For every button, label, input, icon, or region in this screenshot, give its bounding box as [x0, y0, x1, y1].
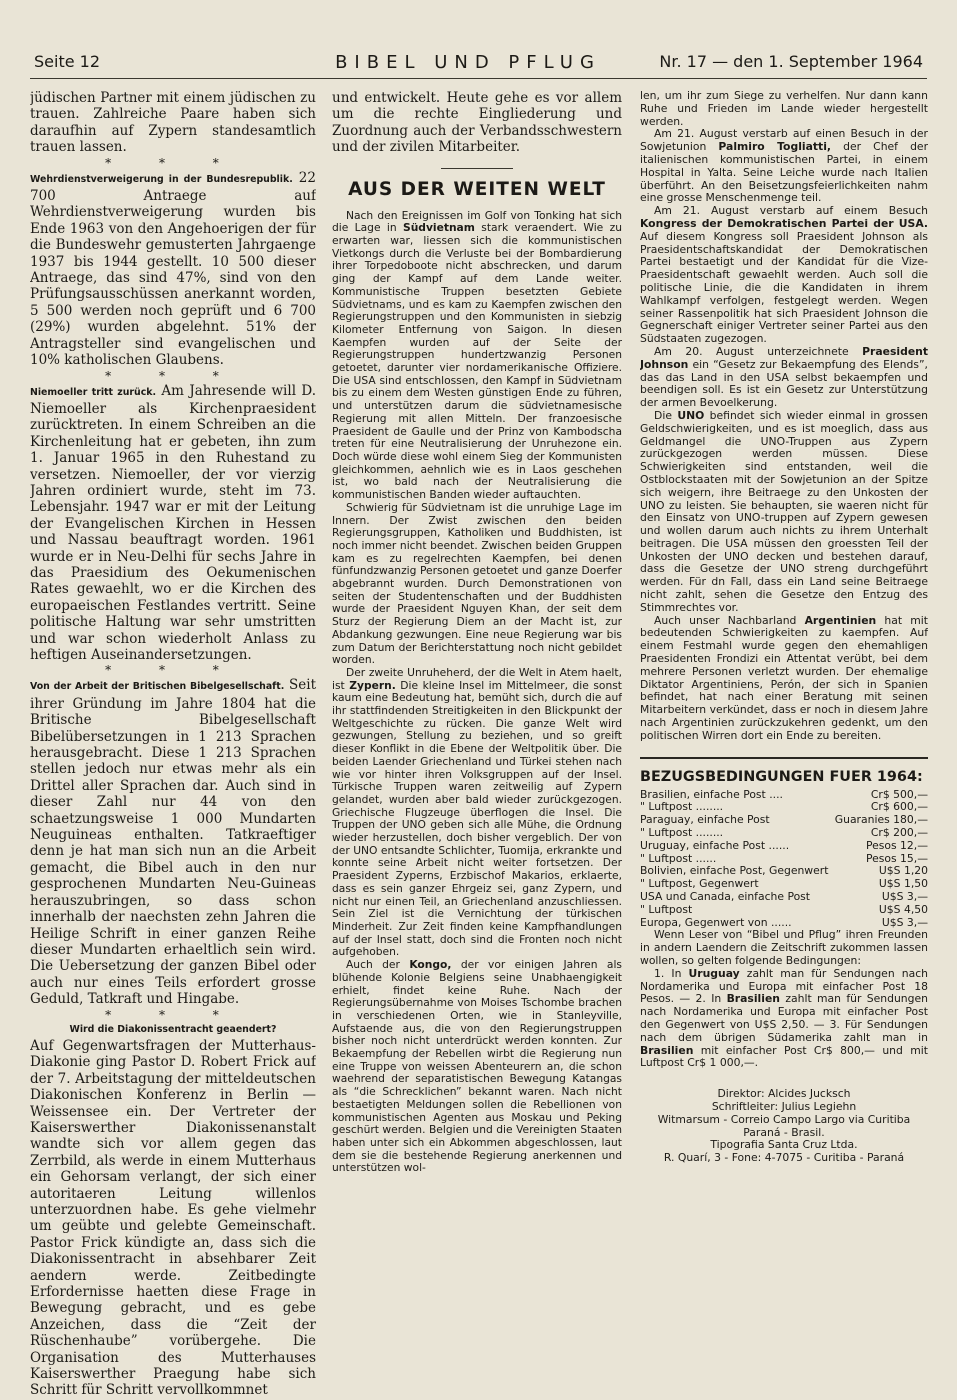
page-number: Seite 12	[34, 52, 101, 71]
article-heading: Niemoeller tritt zurück.	[30, 386, 157, 398]
price-value: U$S 3,—	[881, 890, 928, 904]
text: mit einfacher Post Cr$ 800,— und mit Luftpost Cr$ 1 000,—.	[640, 1043, 928, 1070]
price-value: Cr$ 200,—	[870, 826, 928, 840]
masthead-title: BIBEL UND PFLUG	[335, 52, 601, 73]
imprint-line: Direktor: Alcides Jucksch	[717, 1087, 851, 1101]
paragraph-togliatti	[640, 128, 928, 205]
paragraph-kongress	[640, 205, 928, 346]
article-wehrdienst	[30, 170, 316, 369]
imprint-line: Tipografia Santa Cruz Ltda.	[710, 1138, 858, 1152]
price-value: Pesos 12,—	[865, 838, 928, 852]
section-title: AUS DER WEITEN WELT	[348, 178, 606, 200]
keyword: UNO	[677, 408, 705, 422]
article-heading: Wird die Diakonissentracht geaendert?	[69, 1023, 277, 1035]
keyword: Südvietnam	[403, 221, 475, 235]
section-divider: * * *	[105, 663, 241, 678]
price-value: U$S 3,—	[881, 915, 928, 929]
subscription-title: BEZUGSBEDINGUNGEN FUER 1964:	[640, 768, 923, 785]
price-label: " Luftpost, Gegenwert	[640, 877, 759, 891]
article-body: 22 700 Antraege auf Wehrdienstverweigerung wurden bis Ende 1963 von den Angehoerigen der für die Bundeswehr gemusterten Jahrgaenge 1937 bis 1944 gestellt. 10 500 dieser Antraege, das sind 47%, sind von den Prüfungsausschüssen anerkannt worden, 5 500 werden noch geprüft und 6 700 (29%) wurden abgelehnt. 51% der Antragsteller sind evangelischen und 10% katholischen Glaubens.	[30, 169, 316, 369]
price-value: U$S 1,50	[878, 877, 928, 891]
subscription-rule	[640, 757, 928, 759]
text: Die	[654, 408, 678, 422]
keyword: Brasilien	[640, 1043, 694, 1057]
paragraph-argentinien	[640, 615, 928, 743]
text: der Chef der italienischen kommunistischen Partei, in einem Hospital in Yalta. Seine Leiche wurde nach Italien überführt. An den Beisetzungsfeierlichkeiten nahm eine grosse Menschenmenge teil.	[640, 140, 928, 205]
paragraph: len, um ihr zum Siege zu verhelfen. Nur dann kann Ruhe und Frieden im Lande wieder hergestellt werden.	[640, 90, 928, 128]
keyword: Brasilien	[726, 992, 780, 1006]
text: Auch der	[346, 958, 410, 972]
keyword: Uruguay	[688, 966, 740, 980]
section-divider: * * *	[105, 1007, 241, 1022]
header-rule	[30, 78, 927, 79]
subscription-conditions	[640, 968, 928, 1070]
price-label: " Luftpost ......	[640, 851, 717, 865]
keyword: Argentinien	[804, 613, 877, 627]
text: befindet sich wieder einmal in grossen Geldschwierigkeiten, und es ist moeglich, dass aus Geldmangel die UNO-Truppen aus Zypern zurückgezogen werden müssen. Diese Schwierigkeiten sind entstanden, weil die Ostblockstaaten mit der Sowjetunion an der Spitze sich weigern, ihre Beitraege zu den Unkosten der UNO zu leisten. Sie behaupten, sie waeren nicht für den Einsatz von UNO-truppen auf Zypern gewesen und wollen darum auch nichts zu ihrem Unterhalt beitragen. Die USA müssen den groessten Teil der Unkosten der UNO decken und bestehen darauf, dass die Gesetze der UNO streng durchgeführt werden. Für dn Fall, dass ein Land seine Beitraege nicht zahlt, sehen die Gesetze den Entzug des Stimmrechtes vor.	[640, 408, 928, 614]
text: hat mit bedeutenden Schwierigkeiten zu kaempfen. Auf einem Festmahl wurde gegen den ehemahligen Praesidenten Frondizi ein Attentat verübt, bei dem mehrere Personen verletzt wurden. Der ehemalige Diktator Argentiniens, Perón, der sich in Spanien befindet, hat nach einer Beratung mit seinen Mitarbeitern verkündet, dass er noch in diesem Jahre nach Argentinien zurückzukehren gedenkt, um den politischen Wirren dort ein Ende zu bereiten.	[640, 613, 928, 742]
price-label: Uruguay, einfache Post ......	[640, 838, 790, 852]
price-value: Guaranies 180,—	[834, 813, 928, 827]
imprint-line: Witmarsum - Correio Campo Largo via Curitiba	[657, 1112, 911, 1126]
price-label: " Luftpost ........	[640, 826, 724, 840]
text: Am 21. August verstarb auf einem Besuch	[654, 204, 928, 218]
text: Nach den Ereignissen im Golf von Tonking hat sich die Lage in	[332, 208, 622, 235]
article-body: Seit ihrer Gründung im Jahre 1804 hat die Britische Bibelgesellschaft Bibelübersetzungen in 1 213 Sprachen herausgebracht. Diese 1 213 Sprachen stellen jedoch nur etwas mehr als ein Drittel aller Sprachen dar. Auch sind in dieser Zahl nur 44 von den schaetzungsweise 1 000 Mundarten Neuguineas enthalten. Tatkraeftiger denn je hat man sich nun an die Arbeit gemacht, die Bibel auch in den nur gesprochenen Mundarten Neu-Guineas herauszubringen, so dass schon innerhalb der naechsten zehn Jahren die Heilige Schrift in einer ganzen Reihe dieser Mundarten erhaeltlich sein wird. Die Uebersetzung der ganzen Bibel oder auch nur eines Teils erfordert grosse Geduld, Tatkraft und Hingabe.	[30, 677, 316, 1008]
article-bibelgesellschaft	[30, 677, 316, 1007]
subscription-note: Wenn Leser von “Bibel und Pflug” ihren Freunden in andern Laendern die Zeitschrift zukommen lassen wollen, so gelten folgende Bedingungen:	[640, 928, 928, 967]
paragraph-kongo	[332, 959, 622, 1175]
keyword: Kongo,	[409, 958, 452, 972]
imprint-line: Paraná - Brasil.	[743, 1125, 825, 1139]
text: der vor einigen Jahren als blühende Kolonie Belgiens seine Unabhaengigkeit erhielt, findet keine Ruhe. Nach der Regierungsübernahme von Moises Tschombe brachen in verschiedenen Orten, wie in Stanleyville, Aufstaende aus, die von den Regierungstruppen bisher noch nicht unterdrückt werden konnten. Zur Bekaempfung der Rebellen wirbt die Regierung nun eine Truppe von weissen Abenteurern an, die schon waehrend der separatistischen Bewegung Katangas als “die Schrecklichen” bekannt waren. Nach nicht bestaetigten Meldungen sollen die Rebellionen von kommunistischen Agenten aus Moskau und Peking geschürt werden. Belgien und die Vereinigten Staaten haben unter sich ein Abkommen abgeschlossen, laut dem sie die bestehende Regierung anerkennen und unterstützen wol-	[332, 958, 622, 1175]
section-divider: * * *	[105, 155, 241, 170]
imprint-line: R. Quarí, 3 - Fone: 4-7075 - Curitiba - Paraná	[663, 1151, 905, 1165]
price-label: Paraguay, einfache Post	[640, 813, 770, 827]
price-value: Cr$ 600,—	[870, 800, 928, 814]
price-label: USA und Canada, einfache Post	[640, 890, 811, 904]
imprint	[640, 1088, 928, 1165]
text: Auch unser Nachbarland	[654, 613, 805, 627]
section-divider: * * *	[105, 368, 241, 383]
price-row	[640, 904, 928, 917]
paragraph: Schwierig für Südvietnam ist die unruhige Lage im Innern. Der Zwist zwischen den beiden Regierungsgruppen, Katholiken und Buddhisten, ist noch immer nicht beendet. Zwischen beiden Gruppen kam es zu regelrechten Kaempfen, bei denen fünfundzwanzig Personen getoetet und ganze Doerfer abgebrannt wurden. Durch Demonstrationen von seiten der Studentenschaften und der Buddhisten wurde der Praesident Nguyen Khan, der seit dem Sturz der Regierung Diem an der Macht ist, zur Abdankung gezwungen. Eine neue Regierung war bis zum Datum der Berichterstattung noch nicht gebildet worden.	[332, 500, 622, 667]
price-value: Cr$ 500,—	[870, 787, 928, 801]
price-value: Pesos 15,—	[865, 851, 928, 865]
price-label: Brasilien, einfache Post ....	[640, 787, 783, 801]
article-heading: Wehrdienstverweigerung in der Bundesrepublik.	[30, 173, 293, 185]
text: ein “Gesetz zur Bekaempfung des Elends”, das das Land in den USA selbst bekaempfen und beendigen soll. Es ist ein Gesetz zur Unterstützung der armen Bevoelkerung.	[640, 357, 928, 410]
price-list	[640, 789, 928, 930]
keyword: Palmiro Togliatti,	[718, 140, 832, 154]
divider	[441, 168, 513, 169]
text: Die kleine Insel im Mittelmeer, die sonst kaum eine Bedeutung hat, bemüht sich, durch die auf ihr stattfindenden Streitigkeiten in den Blickpunkt der Weltgeschichte zu rücken. Die ganze Welt wird gezwungen, Stellung zu beziehen, und so greift dieser Konflikt in die Ebene der Weltpolitik über. Die beiden Laender Griechenland und Türkei stehen nach wie vor hinter ihren Volksgruppen auf der Insel. Türkische Truppen waren zeitweilig auf Zypern gelandet, wurden aber bald wieder zurückgezogen. Griechische Flugzeuge überflogen die Insel. Die Truppen der UNO geben sich alle Mühe, die Ordnung wieder herzustellen, doch bisher vergeblich. Der von der UNO entsandte Schlichter, Tuomija, erkrankte und konnte seine Arbeit nicht weiter fortsetzen. Der Praesident Zyperns, Erzbischof Makarios, erklaerte, dass es sein ganzer Ehrgeiz sei, ganz Zypern, und nicht nur einen Teil, an Griechenland anzuschliessen. Sein Ziel ist die Vernichtung der türkischen Minderheit. Zur Zeit finden keine Kampfhandlungen auf der Insel statt, doch sind die Fronten noch nicht aufgehoben.	[332, 678, 622, 959]
paragraph-johnson	[640, 346, 928, 410]
paragraph: jüdischen Partner mit einem jüdischen zu trauen. Zahlreiche Paare haben sich daraufhin auf Zypern standesamtlich trauen lassen.	[30, 90, 316, 156]
article-niemoeller	[30, 383, 316, 664]
imprint-line: Schriftleiter: Julius Legiehn	[711, 1099, 857, 1113]
text: Der zweite Unruheherd, der die Welt in Atem haelt, ist	[332, 665, 622, 692]
price-row	[640, 827, 928, 840]
text: Am 20. August unterzeichnete	[654, 344, 863, 358]
article-body: Auf Gegenwartsfragen der Mutterhaus-Diakonie ging Pastor D. Robert Frick auf der 7. Arbeitstagung der mitteldeutschen Diakonischen Konferenz in Berlin — Weissensee ein. Der Vertreter der Kaiserswerther Diakonissenanstalt wandte sich vor allem gegen das Zerrbild, als werde in einem Mutterhaus ein Gehorsam verlangt, der sich einer autoritaeren Leitung willenlos unterzuordnen habe. Es gehe vielmehr um geübte und gelebte Gemeinschaft. Pastor Frick kündigte an, dass sich die Diakonissentracht in absehbarer Zeit aendern werde. Zeitbedingte Erfordernisse haetten diese Frage in Bewegung gebracht, und es gebe Anzeichen, dass die “Zeit der Rüschenhaube” vorübergehe. Die Organisation des Mutterhauses Kaiserswerther Praegung habe sich Schritt für Schritt vervollkommnet	[30, 1037, 316, 1399]
paragraph-uno	[640, 410, 928, 615]
text: Auf diesem Kongress soll Praesident Johnson als Praesidentschaftskandidat der Demokratischen Partei bestaetigt und der Kandidat für die Vize-Praesidentschaft gewaehlt werden. Auch soll die politische Linie, die die Kandidaten in ihrem Wahlkampf verfolgen, festgelegt werden. Wegen seiner Rassenpolitik hat sich Praesident Johnson die Gegnerschaft einiger Vertreter seiner Partei aus den Südstaaten zugezogen.	[640, 229, 928, 346]
spacer	[640, 1070, 928, 1086]
price-row	[640, 891, 928, 904]
paragraph-suedvietnam	[332, 210, 622, 502]
column-left	[30, 90, 316, 1399]
price-label: " Luftpost ........	[640, 800, 724, 814]
keyword: Zypern.	[349, 678, 396, 692]
column-middle	[332, 90, 622, 1175]
paragraph: und entwickelt. Heute gehe es vor allem um die rechte Eingliederung und Zuordnung auch der Verbandsschwestern und der zivilen Mitarbeiter.	[332, 90, 622, 156]
article-heading: Von der Arbeit der Britischen Bibelgesellschaft.	[30, 681, 285, 693]
issue-date: Nr. 17 — den 1. September 1964	[659, 52, 923, 71]
text: Am 21. August verstarb auf einen Besuch in der Sowjetunion	[640, 127, 928, 154]
keyword: Praesident Johnson	[640, 344, 928, 371]
price-value: U$S 4,50	[878, 902, 928, 916]
text: stark veraendert. Wie zu erwarten war, liessen sich die kommunistischen Vietkongs durch die Verluste bei der Bombardierung ihrer Torpedoboote nicht abschrecken, und darum ging der Kampf auf dem Lande weiter. Kommunistische Truppen besetzten Gebiete Südvietnams, und es kam zu Kaempfen zwischen den Regierungstruppen und den Kommunisten in siebzig Kilometer Entfernung von Saigon. In diesen Kaempfen wurden auf der Seite der Regierungstruppen hundertzwanzig Personen getoetet, darunter vier nordamerikanische Offiziere. Die USA sind entschlossen, den Kampf in Südvietnam bis zu einem dem Westen günstigen Ende zu führen, und unterstützen darum die südvietnamesische Regierung mit allen Mitteln. Der franzoesische Praesident de Gaulle und der Prinz von Kambodscha treten für eine Neutralisierung der Unruhezone ein. Doch würde diese wohl einem Sieg der Kommunisten gleichkommen, aehnlich wie es in Laos geschehen ist, wo bald nach der Neutralisierung die kommunistischen Banden wieder auftauchten.	[332, 221, 622, 502]
price-value: U$S 1,20	[878, 864, 928, 878]
price-label: Europa, Gegenwert von ......	[640, 915, 792, 929]
keyword: Kongress der Demokratischen Partei der USA.	[640, 216, 928, 230]
text: zahlt man für Sendungen nach Nordamerika und Europa mit einfacher Post den Gegenwert von U$S 2,50. — 3. Für Sendungen nach dem übrigen Südamerika zahlt man in	[640, 992, 928, 1044]
price-label: Bolivien, einfache Post, Gegenwert	[640, 864, 829, 878]
price-row	[640, 840, 928, 853]
paragraph-zypern	[332, 667, 622, 959]
article-body: Am Jahresende will D. Niemoeller als Kirchenpraesident zurücktreten. In einem Schreiben an die Kirchenleitung hat er gebeten, ihn zum 1. Januar 1965 in den Ruhestand zu versetzen. Niemoeller, der vor vierzig Jahren ordiniert wurde, steht im 73. Lebensjahr. 1947 war er mit der Leitung der Evangelischen Kirchen in Hessen und Nassau beauftragt worden. 1961 wurde er in Neu-Delhi für sechs Jahre in das Praesidium des Oekumenischen Rates gewaehlt, wo er die Kirchen des europaeischen Festlandes vertritt. Seine politische Haltung war sehr umstritten und war schon wiederholt Anlass zu heftigen Auseinandersetzungen.	[30, 382, 316, 663]
text: zahlt man für Sendungen nach Nordamerika und Europa mit einfacher Post 18 Pesos. — 2. In	[640, 966, 928, 1006]
column-right	[640, 90, 928, 1165]
price-label: " Luftpost	[640, 902, 693, 916]
text: 1. In	[654, 966, 689, 980]
